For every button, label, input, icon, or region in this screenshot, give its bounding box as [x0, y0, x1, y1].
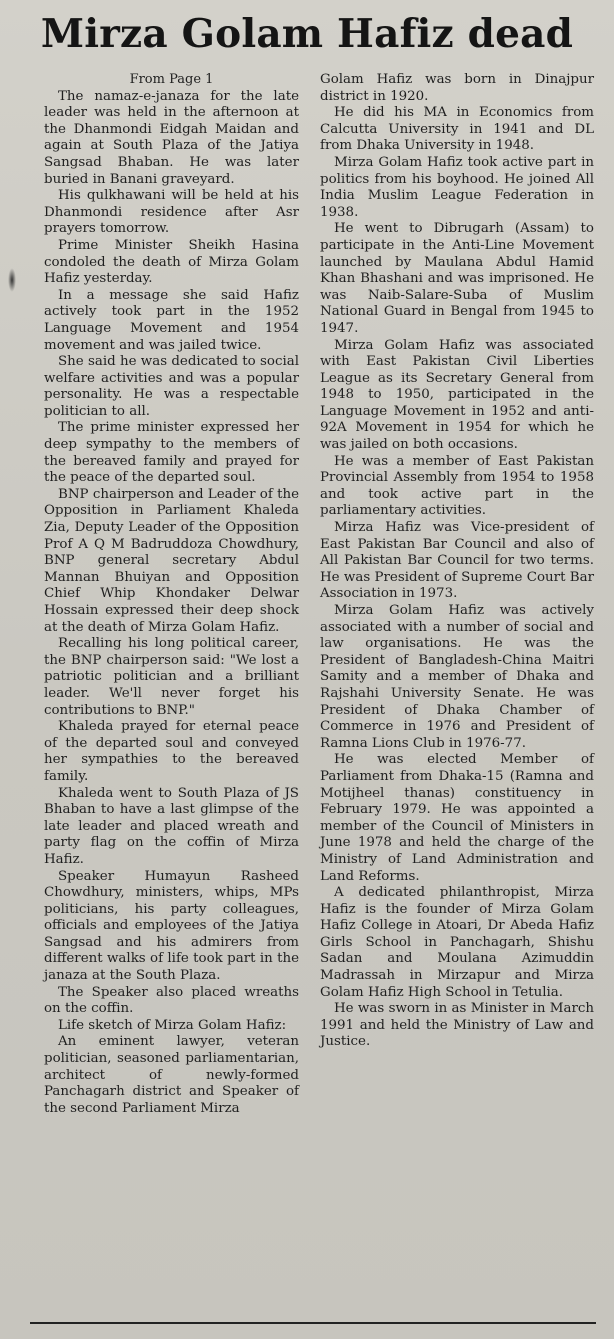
paragraph: His qulkhawani will be held at his Dhanmondi residence after Asr prayers tomorrow.: [44, 188, 299, 237]
paragraph: Mirza Golam Hafiz was associated with East Pakistan Civil Liberties League as its Secretary General from 1948 to 1950, participated in the Language Movement in 1952 and anti-92A Movement in 1954 for which he was jailed on both occasions.: [320, 337, 594, 453]
paragraph: BNP chairperson and Leader of the Opposition in Parliament Khaleda Zia, Deputy Leader of the Opposition Prof A Q M Badruddoza Chowdhury, BNP general secretary Abdul Mannan Bhuiyan and Opposition Chief Whip Khondaker Delwar Hossain expressed their deep shock at the death of Mirza Golam Hafiz.: [44, 486, 299, 635]
paragraph: Mirza Golam Hafiz was actively associated with a number of social and law organisations. He was the President of Bangladesh-China Maitri Samity and a member of Dhaka and Rajshahi University Senate. He was President of Dhaka Chamber of Commerce in 1976 and President of Ramna Lions Club in 1976-77.: [320, 603, 594, 751]
headline: Mirza Golam Hafiz dead: [40, 11, 574, 57]
paragraph: He went to Dibrugarh (Assam) to participate in the Anti-Line Movement launched by Maulana Abdul Hamid Khan Bhashani and was imprisoned. He was Naib-Salare-Suba of Muslim National Guard in Bengal from 1945 to 1947.: [320, 221, 594, 336]
paragraph: An eminent lawyer, veteran politician, seasoned parliamentarian, architect of newly-formed Panchagarh district and Speaker of the second Parliament Mirza: [44, 1034, 299, 1116]
paragraph: She said he was dedicated to social welfare activities and was a popular personality. He was a respectable politician to all.: [44, 354, 299, 419]
paragraph: He was sworn in as Minister in March 1991 and held the Ministry of Law and Justice.: [320, 1001, 594, 1050]
bottom-rule: [30, 1322, 596, 1324]
paragraph: Mirza Hafiz was Vice-president of East Pakistan Bar Council and also of All Pakistan Bar Council for two terms. He was President of Supreme Court Bar Association in 1973.: [320, 520, 594, 602]
paragraph: The prime minister expressed her deep sympathy to the members of the bereaved family and prayed for the peace of the departed soul.: [44, 420, 299, 486]
paragraph: He was a member of East Pakistan Provincial Assembly from 1954 to 1958 and took active part in the parliamentary activities.: [320, 453, 594, 519]
paragraph: Mirza Golam Hafiz took active part in politics from his boyhood. He joined All India Muslim League Federation in 1938.: [320, 154, 594, 220]
paragraph: He did his MA in Economics from Calcutta University in 1941 and DL from Dhaka University in 1948.: [320, 105, 594, 154]
paragraph: Golam Hafiz was born in Dinajpur district in 1920.: [320, 72, 594, 104]
paragraph: Prime Minister Sheikh Hasina condoled the death of Mirza Golam Hafiz yesterday.: [44, 237, 299, 287]
paragraph: A dedicated philanthropist, Mirza Hafiz is the founder of Mirza Golam Hafiz College in Atoari, Dr Abeda Hafiz Girls School in Panchagarh, Shishu Sadan and Moulana Azimuddin Madrassah in Mirzapur and Mirza Golam Hafiz High School in Tetulia.: [320, 885, 594, 1000]
paragraph: Recalling his long political career, the BNP chairperson said: "We lost a patriotic politician and a brilliant leader. We'll never forget his contributions to BNP.": [44, 636, 299, 718]
paragraph: Khaleda prayed for eternal peace of the departed soul and conveyed her sympathies to the bereaved family.: [44, 719, 299, 784]
paragraph: Life sketch of Mirza Golam Hafiz:: [58, 1017, 287, 1033]
paragraph: Speaker Humayun Rasheed Chowdhury, ministers, whips, MPs politicians, his party colleagues, officials and employees of the Jatiya Sangsad and his admirers from different walks of life took part in the janaza at the South Plaza.: [44, 868, 299, 984]
paragraph: The namaz-e-janaza for the late leader was held in the afternoon at the Dhanmondi Eidgah Maidan and again at South Plaza of the Jatiya Sangsad Bhaban. He was later buried in Banani graveyard.: [44, 88, 299, 187]
article-column-left: [44, 72, 299, 1117]
dateline: From Page 1: [129, 72, 214, 87]
margin-mark: [8, 268, 16, 292]
article-column-right: [320, 72, 594, 1051]
paragraph: Khaleda went to South Plaza of JS Bhaban to have a last glimpse of the late leader and placed wreath and party flag on the coffin of Mirza Hafiz.: [44, 785, 299, 867]
paragraph: He was elected Member of Parliament from Dhaka-15 (Ramna and Motijheel thanas) constituency in February 1979. He was appointed a member of the Council of Ministers in June 1978 and held the charge of the Ministry of Land Administration and Land Reforms.: [320, 752, 594, 884]
paragraph: The Speaker also placed wreaths on the coffin.: [44, 984, 299, 1017]
paragraph: In a message she said Hafiz actively took part in the 1952 Language Movement and 1954 movement and was jailed twice.: [44, 287, 299, 353]
